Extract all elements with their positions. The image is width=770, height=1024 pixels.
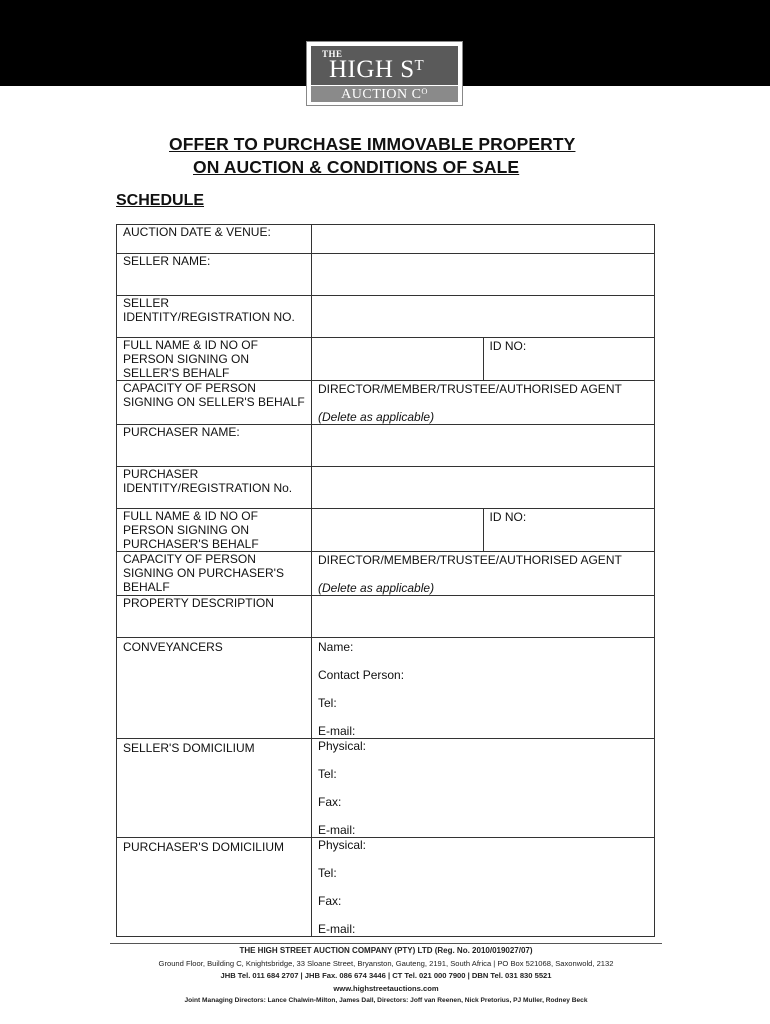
page-footer bbox=[110, 943, 662, 1008]
conveyancers-field[interactable] bbox=[312, 638, 655, 739]
id-no-label: ID NO: bbox=[489, 339, 527, 353]
field-label: E-mail: bbox=[318, 724, 356, 738]
company-logo bbox=[306, 41, 463, 106]
row-label: SELLER IDENTITY/REGISTRATION NO. bbox=[117, 296, 312, 338]
purchaser-signatory-id-field[interactable] bbox=[483, 509, 655, 552]
field-label: E-mail: bbox=[318, 922, 356, 936]
row-label: FULL NAME & ID NO OF PERSON SIGNING ON PURCHASER'S BEHALF bbox=[117, 509, 312, 552]
footer-address: Ground Floor, Building C, Knightsbridge, 33 Sloane Street, Bryanston, Gauteng, 2191, South Africa | PO Box 521068, Saxonwold, 2132 bbox=[158, 958, 614, 968]
table-row bbox=[117, 467, 655, 509]
field-label: Tel: bbox=[318, 866, 337, 880]
row-label: AUCTION DATE & VENUE: bbox=[117, 225, 312, 254]
capacity-note: (Delete as applicable) bbox=[318, 581, 435, 595]
capacity-note: (Delete as applicable) bbox=[318, 410, 435, 424]
seller-signatory-id-field[interactable] bbox=[483, 338, 655, 381]
table-row bbox=[117, 338, 655, 381]
seller-domicilium-field[interactable] bbox=[312, 739, 655, 838]
property-description-field[interactable] bbox=[312, 596, 655, 638]
field-label: Fax: bbox=[318, 894, 342, 908]
purchaser-domicilium-field[interactable] bbox=[312, 838, 655, 937]
field-label: Physical: bbox=[318, 838, 367, 852]
field-label: Contact Person: bbox=[318, 668, 405, 682]
footer-directors: Joint Managing Directors: Lance Chalwin-Milton, James Dall, Directors: Joff van Reenen, Nick Pretorius, PJ Muller, Rodney Beck bbox=[184, 997, 588, 1004]
table-row bbox=[117, 739, 655, 838]
capacity-options: DIRECTOR/MEMBER/TRUSTEE/AUTHORISED AGENT bbox=[318, 382, 622, 396]
row-label: PURCHASER NAME: bbox=[117, 425, 312, 467]
table-row bbox=[117, 296, 655, 338]
footer-website[interactable]: www.highstreetauctions.com bbox=[333, 983, 439, 993]
table-row bbox=[117, 225, 655, 254]
field-label: Physical: bbox=[318, 739, 367, 753]
table-row bbox=[117, 638, 655, 739]
table-row bbox=[117, 509, 655, 552]
schedule-table bbox=[116, 224, 655, 937]
auction-date-venue-field[interactable] bbox=[312, 225, 655, 254]
field-label: Tel: bbox=[318, 696, 337, 710]
schedule-heading: SCHEDULE bbox=[116, 192, 205, 209]
id-no-label: ID NO: bbox=[489, 510, 527, 524]
row-label: SELLER'S DOMICILIUM bbox=[117, 739, 312, 838]
purchaser-signatory-name-field[interactable] bbox=[312, 509, 484, 552]
table-row bbox=[117, 381, 655, 425]
field-label: E-mail: bbox=[318, 823, 356, 837]
purchaser-name-field[interactable] bbox=[312, 425, 655, 467]
document-title-line-2: ON AUCTION & CONDITIONS OF SALE bbox=[193, 157, 520, 177]
seller-capacity-field[interactable] bbox=[312, 381, 655, 425]
logo-the-text: THE bbox=[322, 49, 343, 59]
table-row bbox=[117, 552, 655, 596]
document-title-line-1: OFFER TO PURCHASE IMMOVABLE PROPERTY bbox=[169, 134, 576, 154]
row-label: SELLER NAME: bbox=[117, 254, 312, 296]
row-label: CONVEYANCERS bbox=[117, 638, 312, 739]
logo-top-panel bbox=[311, 46, 458, 85]
seller-signatory-name-field[interactable] bbox=[312, 338, 484, 381]
row-label: CAPACITY OF PERSON SIGNING ON PURCHASER'S BEHALF bbox=[117, 552, 312, 596]
logo-name-text: HIGH Sᵀ bbox=[329, 56, 425, 83]
footer-company: THE HIGH STREET AUCTION COMPANY (PTY) LTD (Reg. No. 2010/019027/07) bbox=[239, 946, 533, 955]
capacity-options: DIRECTOR/MEMBER/TRUSTEE/AUTHORISED AGENT bbox=[318, 553, 622, 567]
logo-subtitle: AUCTION Cᴼ bbox=[311, 86, 458, 102]
row-label: PURCHASER'S DOMICILIUM bbox=[117, 838, 312, 937]
table-row bbox=[117, 596, 655, 638]
field-label: Name: bbox=[318, 640, 354, 654]
row-label: FULL NAME & ID NO OF PERSON SIGNING ON SELLER'S BEHALF bbox=[117, 338, 312, 381]
row-label: PROPERTY DESCRIPTION bbox=[117, 596, 312, 638]
table-row bbox=[117, 254, 655, 296]
seller-id-field[interactable] bbox=[312, 296, 655, 338]
table-row bbox=[117, 838, 655, 937]
footer-phones: JHB Tel. 011 684 2707 | JHB Fax. 086 674 3446 | CT Tel. 021 000 7900 | DBN Tel. 031 830 5521 bbox=[220, 971, 552, 980]
row-label: CAPACITY OF PERSON SIGNING ON SELLER'S BEHALF bbox=[117, 381, 312, 425]
field-label: Fax: bbox=[318, 795, 342, 809]
table-row bbox=[117, 425, 655, 467]
purchaser-capacity-field[interactable] bbox=[312, 552, 655, 596]
seller-name-field[interactable] bbox=[312, 254, 655, 296]
field-label: Tel: bbox=[318, 767, 337, 781]
row-label: PURCHASER IDENTITY/REGISTRATION No. bbox=[117, 467, 312, 509]
purchaser-id-field[interactable] bbox=[312, 467, 655, 509]
